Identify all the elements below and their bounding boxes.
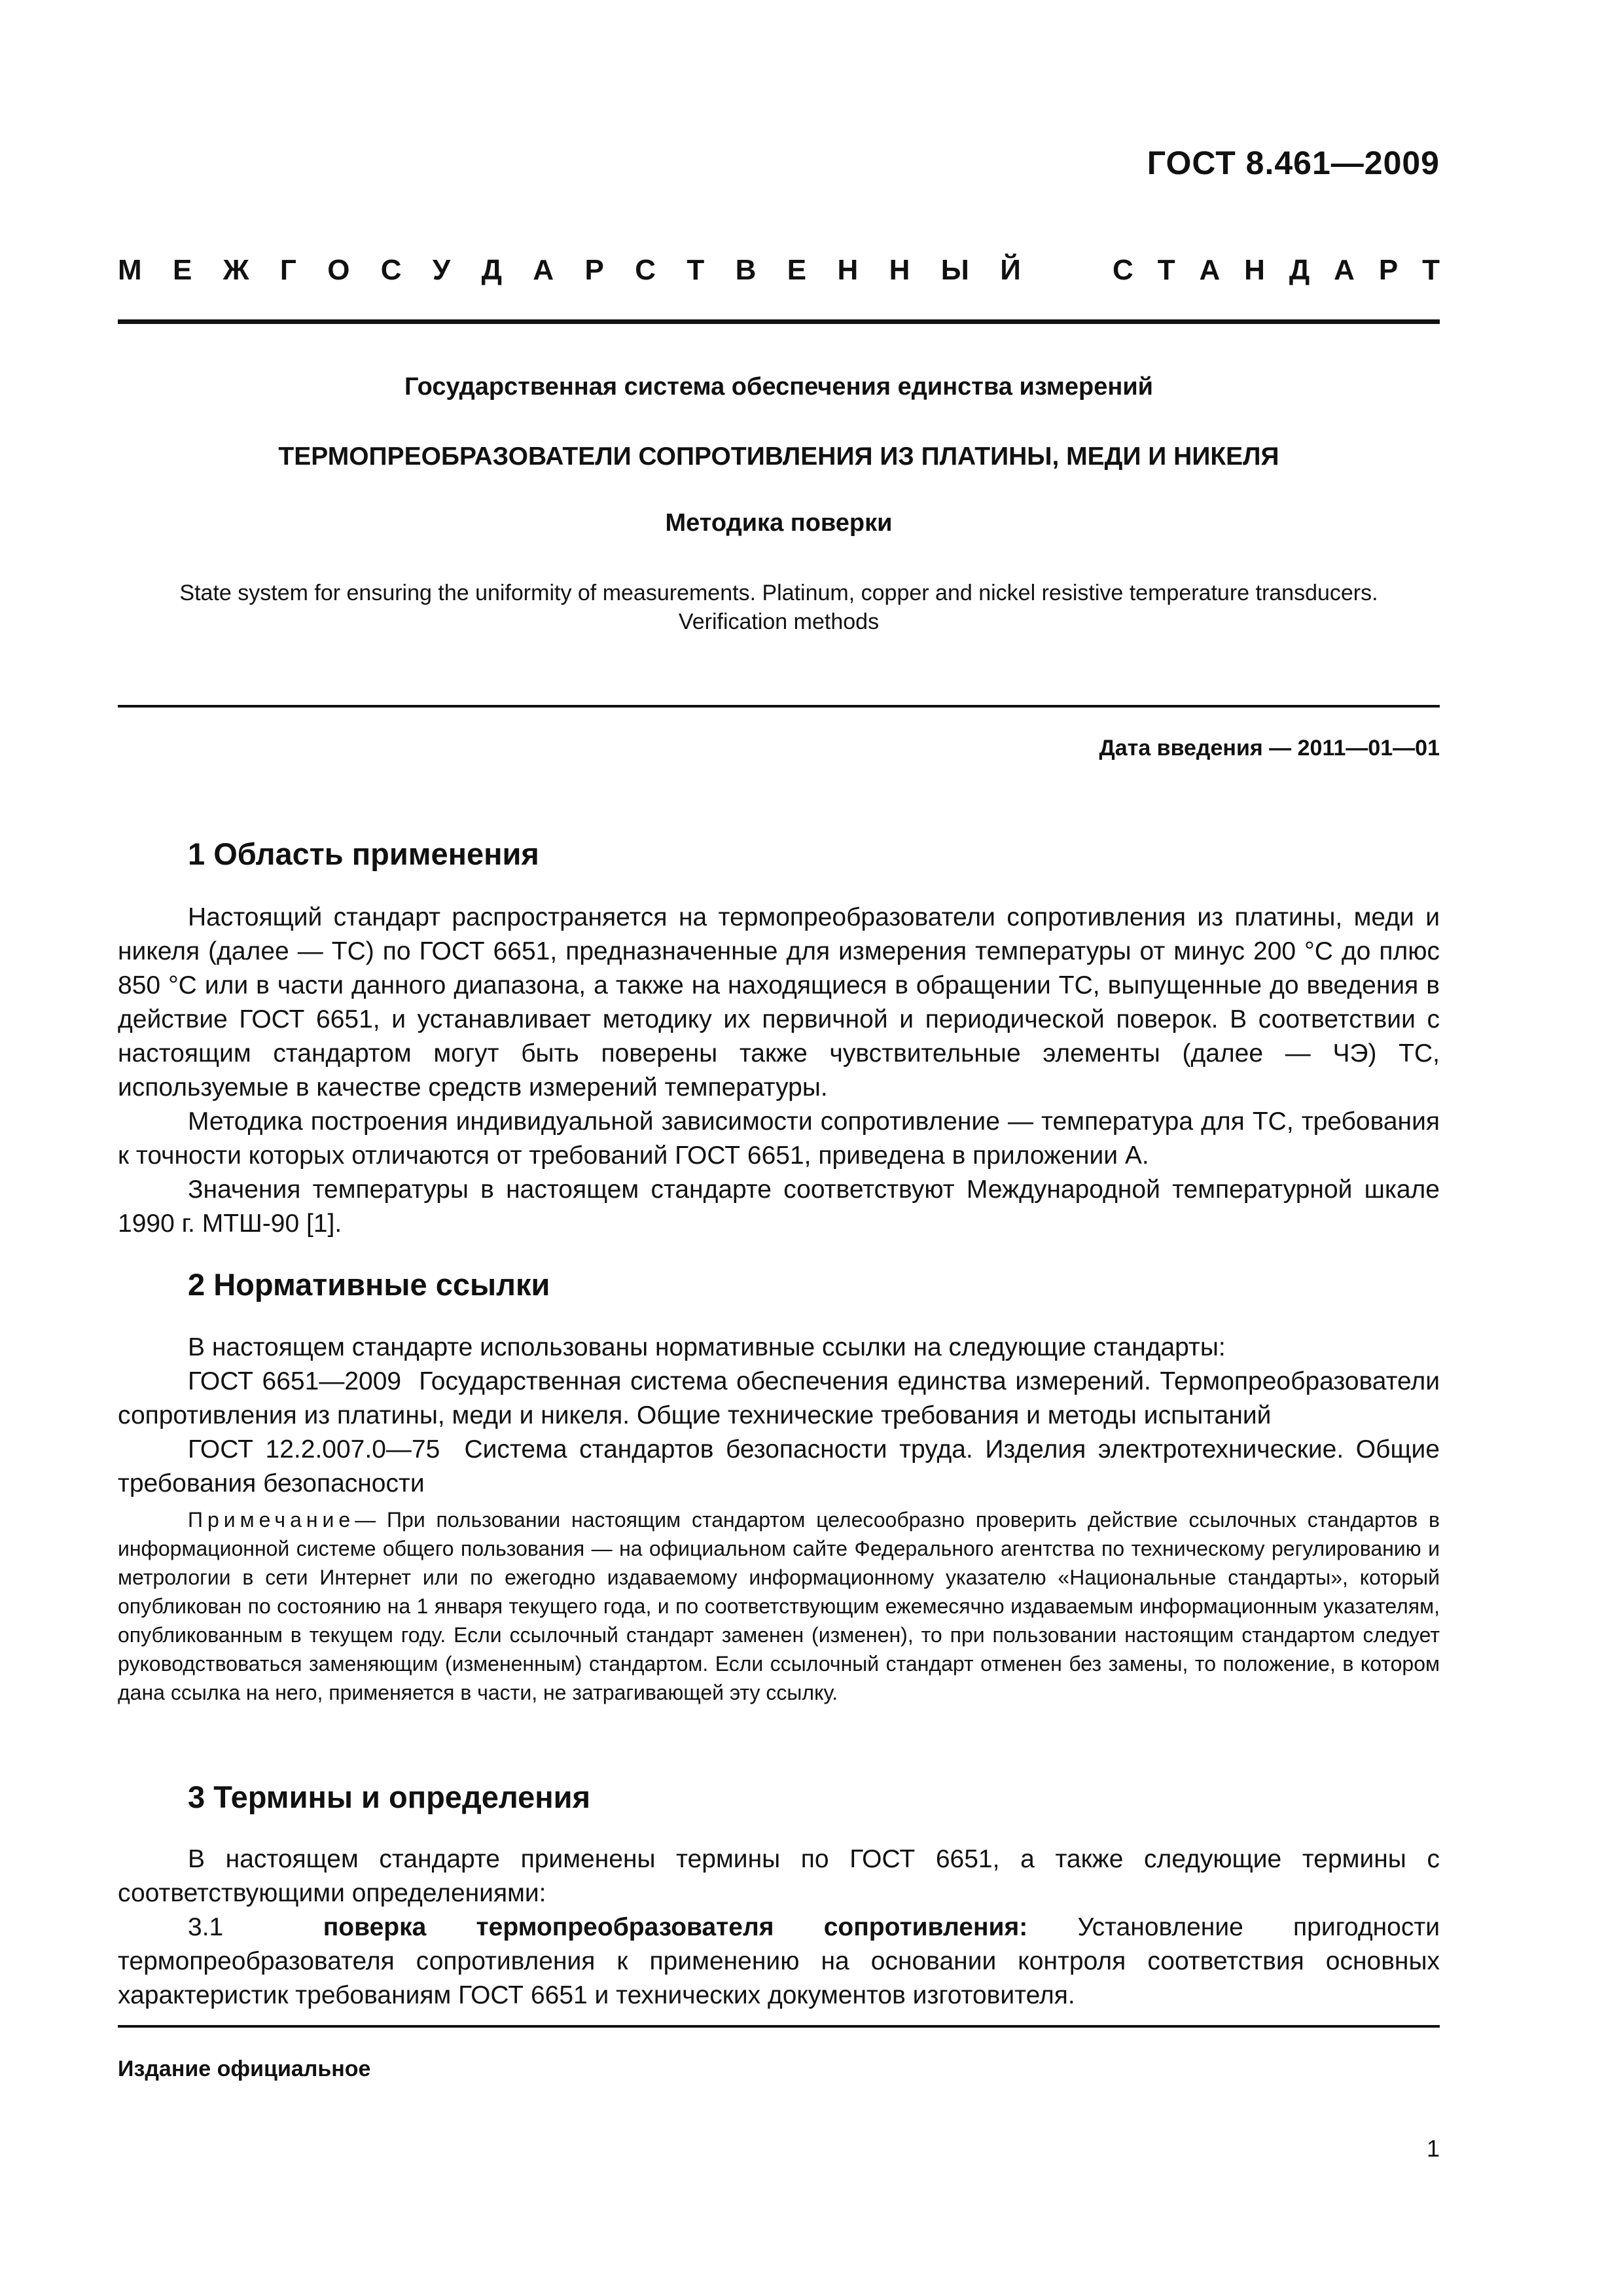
banner-letter: Т <box>1157 254 1175 286</box>
main-title: ТЕРМОПРЕОБРАЗОВАТЕЛИ СОПРОТИВЛЕНИЯ ИЗ ПЛАТИНЫ, МЕДИ И НИКЕЛЯ <box>278 442 1279 471</box>
banner-letter: А <box>1199 254 1221 286</box>
section-3-heading: 3 Термины и определения <box>188 1780 590 1814</box>
section-3-body <box>118 1842 1440 2013</box>
introduction-date: Дата введения — 2011—01—01 <box>1099 736 1440 761</box>
page-number: 1 <box>1426 2135 1440 2162</box>
banner-letter: Г <box>279 254 296 286</box>
reference-title: Система стандартов безопасности труда. Изделия электротехнические. Общие требования безопасности <box>118 1435 1440 1498</box>
banner-letter: М <box>118 254 142 286</box>
banner-letter: В <box>735 254 757 286</box>
normative-reference-item <box>118 1433 1440 1501</box>
section-1-paragraph: Методика построения индивидуальной зависимости сопротивление — температура для ТС, требования к точности которых отличаются от требований ГОСТ 6651, приведена в приложении А. <box>118 1107 1440 1170</box>
note-label: Примечание <box>188 1508 355 1532</box>
term-name: поверка термопреобразователя сопротивления: <box>323 1913 1028 1941</box>
section-1-heading: 1 Область применения <box>188 836 539 871</box>
banner-letter: А <box>1334 254 1355 286</box>
banner-letter: Т <box>687 254 705 286</box>
section-2-heading: 2 Нормативные ссылки <box>188 1267 550 1302</box>
standard-type-word-standard <box>1113 254 1440 287</box>
section-1-body <box>118 901 1440 1241</box>
banner-letter: Т <box>1422 254 1440 286</box>
note-text: — При пользовании настоящим стандартом целесообразно проверить действие ссылочных стандартов в информационной системе общего пользования — на официальном сайте Федерального агентства по техническому регулированию и метрологии в сети Интернет или по ежегодно издаваемому информационному указателю «Национальные стандарты», который опубликован по состоянию на 1 января текущего года, и по соответствующим ежемесячно издаваемым информационным указателям, опубликованным в текущем году. Если ссылочный стандарт заменен (изменен), то при пользовании настоящим стандартом следует руководствоваться заменяющим (измененным) стандартом. Если ссылочный стандарт отменен без замены, то положение, в котором дана ссылка на него, применяется в части, не затрагивающей эту ссылку. <box>118 1508 1440 1704</box>
english-title: State system for ensuring the uniformity of measurements. Platinum, copper and nickel resistive temperature transducers. Verification methods <box>179 581 1378 634</box>
reference-code: ГОСТ 6651—2009 <box>188 1367 402 1395</box>
term-definition: Установление пригодности термопреобразователя сопротивления к применению на основании контроля соответствия основных характеристик требованиям ГОСТ 6651 и технических документов изготовителя. <box>118 1913 1440 2009</box>
note-block <box>118 1505 1440 1707</box>
banner-letter: Д <box>1289 254 1310 286</box>
reference-code: ГОСТ 12.2.007.0—75 <box>188 1435 440 1463</box>
section-1-paragraph: Значения температуры в настоящем стандарте соответствуют Международной температурной шкале 1990 г. МТШ-90 [1]. <box>118 1175 1440 1238</box>
banner-letter: Н <box>837 254 859 286</box>
banner-letter: Н <box>1244 254 1265 286</box>
banner-letter: А <box>533 254 554 286</box>
banner-letter: Й <box>1000 254 1021 286</box>
banner-letter: С <box>1113 254 1133 286</box>
banner-letter: С <box>380 254 402 286</box>
banner-letter: О <box>327 254 350 286</box>
banner-letter: Д <box>481 254 503 286</box>
section-2-paragraph: В настоящем стандарте использованы нормативные ссылки на следующие стандарты: <box>188 1333 1226 1361</box>
banner-letter: Н <box>889 254 910 286</box>
section-1-paragraph: Настоящий стандарт распространяется на термопреобразователи сопротивления из платины, меди и никеля (далее — ТС) по ГОСТ 6651, предназначенные для измерения температуры от минус 200 °С до плюс 850 °С или в части данного диапазона, а также на находящиеся в обращении ТС, выпущенные до введения в действие ГОСТ 6651, и устанавливает методику их первичной и периодической поверок. В соответствии с настоящим стандартом могут быть поверены также чувствительные элементы (далее — ЧЭ) ТС, используемые в качестве средств измерений температуры. <box>118 903 1440 1102</box>
edition-label: Издание официальное <box>118 2056 371 2081</box>
method-title: Методика поверки <box>665 509 893 537</box>
banner-letter: С <box>635 254 656 286</box>
header-divider <box>118 319 1440 324</box>
banner-letter: У <box>432 254 451 286</box>
standard-type-banner <box>118 254 1440 287</box>
banner-letter: Р <box>1378 254 1399 286</box>
term-definition-item <box>118 1910 1440 2013</box>
standard-type-word-interstate <box>118 254 1021 287</box>
banner-letter: Е <box>787 254 807 286</box>
item-number: 3.1 <box>188 1913 224 1941</box>
banner-letter: Ы <box>940 254 969 286</box>
section-2-body <box>118 1331 1440 1501</box>
standard-code: ГОСТ 8.461—2009 <box>1147 145 1440 181</box>
note-paragraph <box>118 1505 1440 1707</box>
title-divider <box>118 705 1440 708</box>
reference-title: Государственная система обеспечения единства измерений. Термопреобразователи сопротивления из платины, меди и никеля. Общие технические требования и методы испытаний <box>118 1367 1440 1429</box>
banner-letter: Р <box>584 254 604 286</box>
normative-reference-item <box>118 1365 1440 1433</box>
footer-divider <box>118 2025 1440 2028</box>
section-3-paragraph: В настоящем стандарте применены термины по ГОСТ 6651, а также следующие термины с соответствующими определениями: <box>118 1845 1440 1907</box>
document-page <box>118 0 1440 2296</box>
banner-letter: Е <box>173 254 192 286</box>
banner-letter: Ж <box>223 254 249 286</box>
system-title: Государственная система обеспечения единства измерений <box>404 373 1154 401</box>
